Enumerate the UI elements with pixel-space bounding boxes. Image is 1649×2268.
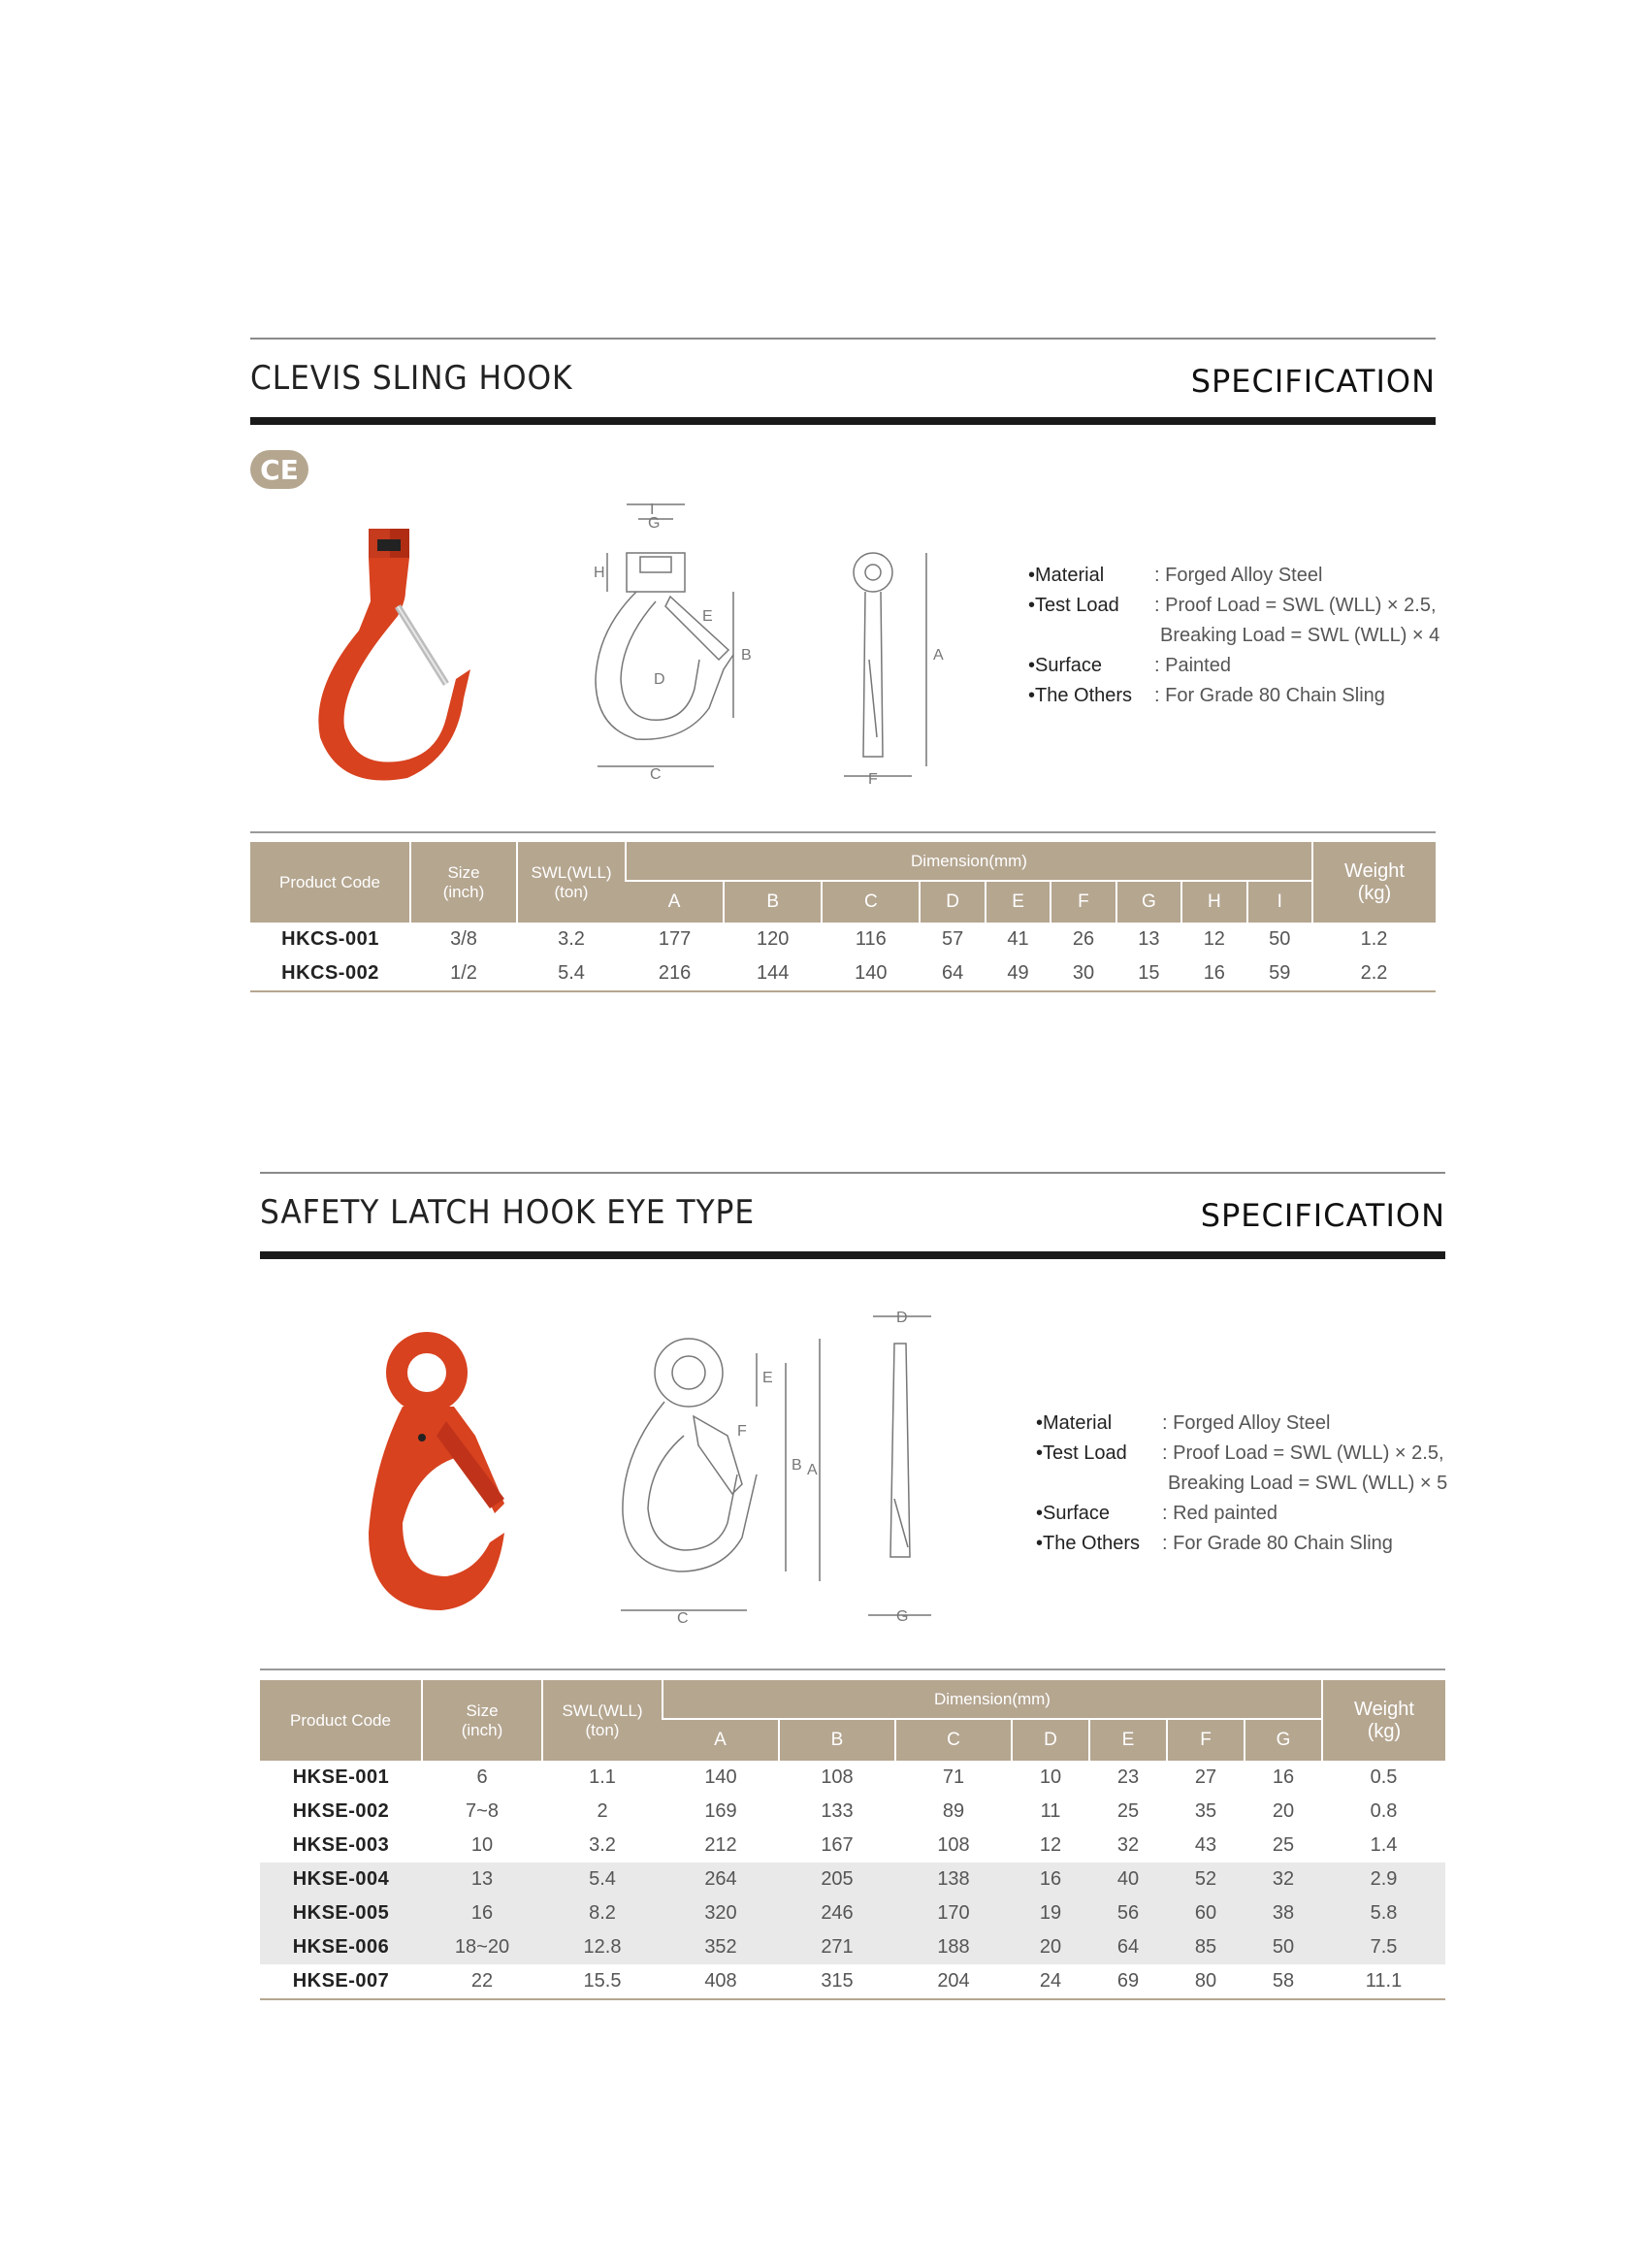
spec-row	[1028, 681, 1439, 711]
table-cell: 49	[986, 956, 1051, 991]
table-cell: 1.1	[589, 1766, 616, 1788]
section1-title: CLEVIS SLING HOOK	[250, 359, 573, 398]
section2-title: SAFETY LATCH HOOK EYE TYPE	[260, 1193, 756, 1232]
header-dim-a: A	[626, 881, 724, 923]
table-cell: 52	[1167, 1863, 1245, 1896]
header-product-code: Product Code	[250, 842, 410, 923]
table-row	[260, 1930, 1445, 1964]
table-cell: 64	[1089, 1930, 1167, 1964]
section2-specs	[1036, 1409, 1447, 1559]
table-cell: 12.8	[542, 1930, 663, 1964]
spec-key: • The Others	[1036, 1529, 1162, 1559]
section2-spec-label: SPECIFICATION	[1200, 1197, 1445, 1234]
table-cell: 32	[1245, 1863, 1322, 1896]
table-cell: 24	[1012, 1964, 1089, 1999]
table-cell: 352	[663, 1930, 779, 1964]
spec-row	[1028, 651, 1439, 681]
eye-hook-technical-drawing	[601, 1329, 834, 1630]
dim-label: G	[896, 1608, 909, 1625]
spec-row	[1036, 1409, 1447, 1439]
dim-label: C	[677, 1610, 689, 1627]
table-cell: 133	[821, 1800, 854, 1822]
header-dimension: Dimension(mm)	[663, 1680, 1322, 1719]
header-dim-g: G	[1116, 881, 1181, 923]
table-cell: 7.5	[1322, 1930, 1445, 1964]
spec-row	[1036, 1439, 1447, 1469]
table-cell: 116	[855, 928, 887, 950]
section1-spec-label: SPECIFICATION	[1190, 363, 1436, 400]
spec-key: • Test Load	[1036, 1439, 1162, 1469]
table-cell: 89	[942, 1800, 965, 1822]
clevis-hook-photo	[301, 524, 485, 786]
table-cell: 71	[942, 1766, 965, 1788]
header-dim-e: E	[986, 881, 1051, 923]
spec-key: • Surface	[1028, 651, 1154, 681]
section1-specs	[1028, 561, 1439, 711]
header-dim-a: A	[663, 1719, 779, 1761]
spec-value: : Forged Alloy Steel	[1162, 1412, 1331, 1434]
dim-label: I	[650, 502, 655, 518]
product-code-cell: HKSE-005	[260, 1896, 422, 1930]
table-cell: 27	[1194, 1766, 1217, 1788]
table-cell: 10	[470, 1834, 494, 1856]
table-cell: 58	[1245, 1964, 1322, 1999]
header-dim-h: H	[1181, 881, 1246, 923]
table-cell: 30	[1051, 956, 1116, 991]
header-dim-c: C	[822, 881, 920, 923]
table-cell: 20	[1012, 1930, 1089, 1964]
table-cell: 12	[1203, 928, 1225, 950]
table-cell: 16	[1272, 1766, 1295, 1788]
header-swl: SWL(WLL) (ton)	[542, 1680, 663, 1761]
table-cell: 2	[597, 1800, 608, 1822]
section2-top-rule	[260, 1172, 1445, 1174]
dim-label: H	[594, 565, 605, 581]
spec-key: • Test Load	[1028, 591, 1154, 621]
dim-label: E	[702, 608, 713, 625]
table-cell: 57	[942, 928, 964, 950]
spec-value: : Painted	[1154, 655, 1231, 676]
table-cell: 25	[1272, 1834, 1295, 1856]
dim-label: A	[933, 647, 944, 664]
table-cell: 38	[1245, 1896, 1322, 1930]
table-cell: 35	[1194, 1800, 1217, 1822]
table2-top-rule	[260, 1669, 1445, 1670]
spec-value-continued: Breaking Load = SWL (WLL) × 5	[1168, 1473, 1448, 1494]
product-code-cell: HKCS-001	[281, 928, 379, 950]
table-cell: 11.1	[1322, 1964, 1445, 1999]
spec-row	[1036, 1499, 1447, 1529]
section1-top-rule	[250, 338, 1436, 340]
dim-label: B	[741, 647, 752, 664]
table-cell: 13	[422, 1863, 542, 1896]
table-cell: 212	[704, 1834, 737, 1856]
dim-label: D	[654, 671, 665, 688]
header-weight: Weight (kg)	[1312, 842, 1436, 923]
header-dim-b: B	[779, 1719, 895, 1761]
dim-label: G	[648, 515, 661, 532]
header-dim-d: D	[1012, 1719, 1089, 1761]
table-cell: 50	[1269, 928, 1291, 950]
table-cell: 16	[1181, 956, 1246, 991]
header-swl: SWL(WLL) (ton)	[517, 842, 626, 923]
spec-key: • Surface	[1036, 1499, 1162, 1529]
table1-top-rule	[250, 831, 1436, 833]
table-cell: 140	[822, 956, 920, 991]
header-product-code: Product Code	[260, 1680, 422, 1761]
table-row	[260, 1795, 1445, 1829]
header-dim-e: E	[1089, 1719, 1167, 1761]
ce-mark-icon: CE	[250, 450, 308, 489]
table-cell: 144	[724, 956, 822, 991]
spec-key: • Material	[1028, 561, 1154, 591]
table-cell: 16	[1012, 1863, 1089, 1896]
table-cell: 0.8	[1370, 1800, 1398, 1822]
spec-key: • The Others	[1028, 681, 1154, 711]
table-cell: 26	[1072, 928, 1095, 950]
dim-label: E	[762, 1370, 773, 1386]
header-dim-b: B	[724, 881, 822, 923]
table-cell: 16	[422, 1896, 542, 1930]
table-cell: 7~8	[466, 1800, 499, 1822]
spec-value: : Proof Load = SWL (WLL) × 2.5,	[1154, 595, 1437, 616]
section2-bottom-rule	[260, 1251, 1445, 1259]
spec-value: : Proof Load = SWL (WLL) × 2.5,	[1162, 1442, 1444, 1464]
table-cell: 25	[1116, 1800, 1140, 1822]
table-cell: 216	[626, 956, 724, 991]
table-cell: 120	[757, 928, 790, 950]
spec-value: : Red painted	[1162, 1503, 1277, 1524]
header-size: Size (inch)	[410, 842, 517, 923]
table-cell: 177	[658, 928, 692, 950]
product-code-cell: HKCS-002	[250, 956, 410, 991]
table-cell: 408	[663, 1964, 779, 1999]
table-cell: 271	[779, 1930, 895, 1964]
table-cell: 188	[895, 1930, 1012, 1964]
table-cell: 264	[663, 1863, 779, 1896]
table-cell: 64	[920, 956, 985, 991]
eye-hook-spec-table	[260, 1680, 1445, 2000]
header-weight: Weight (kg)	[1322, 1680, 1445, 1761]
table-cell: 108	[821, 1766, 854, 1788]
table-cell: 1/2	[410, 956, 517, 991]
table-cell: 15.5	[542, 1964, 663, 1999]
table-cell: 2.2	[1312, 956, 1436, 991]
product-code-cell: HKSE-004	[260, 1863, 422, 1896]
table-cell: 205	[779, 1863, 895, 1896]
table-cell: 59	[1247, 956, 1312, 991]
table-row	[250, 956, 1436, 991]
header-dim-c: C	[895, 1719, 1012, 1761]
table-cell: 56	[1089, 1896, 1167, 1930]
spec-row	[1036, 1529, 1447, 1559]
clevis-hook-technical-drawing	[578, 485, 772, 786]
spec-row	[1028, 561, 1439, 591]
table-cell: 3.2	[589, 1834, 616, 1856]
table-cell: 32	[1116, 1834, 1140, 1856]
table-cell: 167	[821, 1834, 854, 1856]
table-row	[260, 1761, 1445, 1795]
header-dim-g: G	[1245, 1719, 1322, 1761]
product-code-cell: HKSE-003	[292, 1834, 390, 1856]
spec-value: : For Grade 80 Chain Sling	[1154, 685, 1385, 706]
table-row	[260, 1863, 1445, 1896]
table-cell: 6	[476, 1766, 488, 1788]
header-dim-f: F	[1167, 1719, 1245, 1761]
table-cell: 19	[1012, 1896, 1089, 1930]
table-cell: 18~20	[422, 1930, 542, 1964]
table-cell: 12	[1039, 1834, 1062, 1856]
table-cell: 169	[704, 1800, 737, 1822]
table-cell: 20	[1272, 1800, 1295, 1822]
header-dim-f: F	[1051, 881, 1116, 923]
table-cell: 315	[779, 1964, 895, 1999]
clevis-hook-spec-table	[250, 842, 1436, 992]
table-cell: 11	[1040, 1800, 1061, 1822]
table-cell: 22	[422, 1964, 542, 1999]
product-code-cell: HKSE-002	[292, 1800, 390, 1822]
spec-value: : For Grade 80 Chain Sling	[1162, 1533, 1393, 1554]
table-cell: 13	[1138, 928, 1160, 950]
dim-label: B	[792, 1457, 802, 1474]
clevis-hook-side-drawing	[834, 543, 951, 786]
product-code-cell: HKSE-001	[292, 1766, 390, 1788]
table-cell: 3/8	[450, 928, 477, 950]
table-cell: 2.9	[1322, 1863, 1445, 1896]
table-row	[260, 1964, 1445, 1999]
table-cell: 108	[937, 1834, 970, 1856]
table-cell: 23	[1116, 1766, 1140, 1788]
dim-label: F	[868, 771, 878, 786]
table-cell: 170	[895, 1896, 1012, 1930]
table-cell: 43	[1194, 1834, 1217, 1856]
table-cell: 41	[1007, 928, 1029, 950]
spec-value: : Forged Alloy Steel	[1154, 565, 1323, 586]
spec-row	[1028, 591, 1439, 621]
table-cell: 40	[1089, 1863, 1167, 1896]
table-row	[250, 923, 1436, 956]
table-row	[260, 1896, 1445, 1930]
eye-hook-side-drawing	[854, 1305, 951, 1625]
table-cell: 0.5	[1370, 1766, 1398, 1788]
header-dim-i: I	[1247, 881, 1312, 923]
table-cell: 246	[779, 1896, 895, 1930]
section1-bottom-rule	[250, 417, 1436, 425]
eye-hook-photo	[349, 1329, 524, 1620]
table-cell: 140	[704, 1766, 737, 1788]
spec-value-continued: Breaking Load = SWL (WLL) × 4	[1160, 625, 1440, 646]
product-code-cell: HKSE-006	[260, 1930, 422, 1964]
table-cell: 10	[1039, 1766, 1062, 1788]
header-size: Size (inch)	[422, 1680, 542, 1761]
table-cell: 320	[663, 1896, 779, 1930]
table-cell: 60	[1167, 1896, 1245, 1930]
table-cell: 5.4	[517, 956, 626, 991]
table-cell: 50	[1245, 1930, 1322, 1964]
header-dimension: Dimension(mm)	[626, 842, 1312, 881]
table-cell: 138	[895, 1863, 1012, 1896]
table-cell: 204	[895, 1964, 1012, 1999]
spec-key: • Material	[1036, 1409, 1162, 1439]
product-code-cell: HKSE-007	[260, 1964, 422, 1999]
table-row	[260, 1829, 1445, 1863]
dim-label: D	[896, 1310, 908, 1326]
table-cell: 1.4	[1370, 1834, 1398, 1856]
dim-label: C	[650, 766, 662, 783]
table-cell: 3.2	[558, 928, 585, 950]
table-cell: 8.2	[542, 1896, 663, 1930]
table-cell: 5.4	[542, 1863, 663, 1896]
dim-label: A	[807, 1462, 818, 1478]
dim-label: F	[737, 1423, 747, 1440]
table-cell: 15	[1116, 956, 1181, 991]
table-cell: 5.8	[1322, 1896, 1445, 1930]
header-dim-d: D	[920, 881, 985, 923]
table-cell: 85	[1167, 1930, 1245, 1964]
table-cell: 69	[1089, 1964, 1167, 1999]
table-cell: 1.2	[1360, 928, 1388, 950]
table-cell: 80	[1167, 1964, 1245, 1999]
